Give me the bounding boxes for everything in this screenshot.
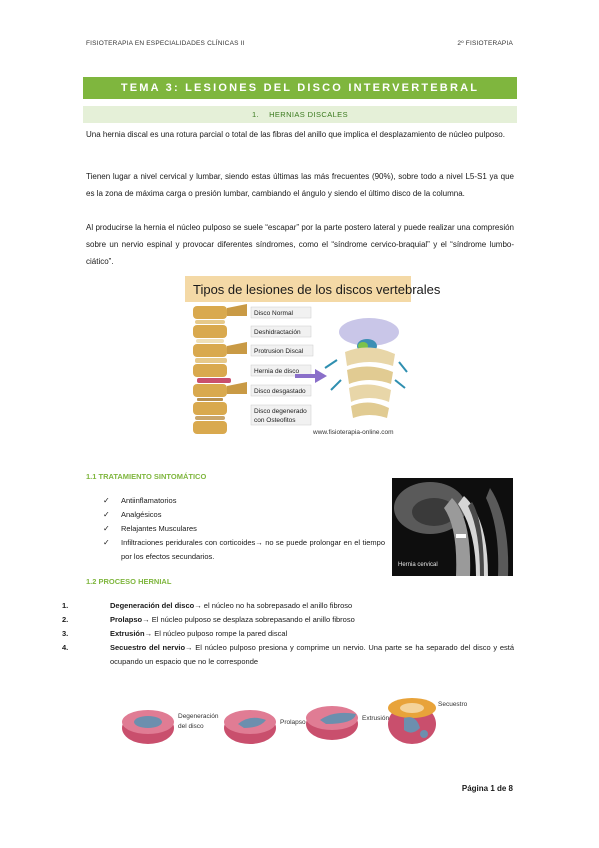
- figure-url: www.fisioterapia-online.com: [313, 429, 394, 436]
- treatment-item-4: ✓ Infiltraciones peridurales con corticoides→ no se puede prolongar en el tiempo por los efectos secundarios.: [103, 538, 385, 561]
- disc-sequestration: [388, 698, 436, 744]
- process-item-1: 1. Degeneración del disco→ el núcleo no ha sobrepasado el anillo fibroso: [62, 601, 353, 610]
- label-protrusion: Protrusion Discal: [254, 348, 304, 355]
- checkmark-icon: ✓: [103, 496, 110, 505]
- label-normal: Disco Normal: [254, 310, 294, 317]
- hernial-process-figure: [120, 684, 488, 754]
- checkmark-icon: ✓: [103, 510, 110, 519]
- checkmark-icon: ✓: [103, 538, 110, 547]
- label-worn: Disco desgastado: [254, 388, 306, 395]
- chapter-title: TEMA 3: LESIONES DEL DISCO INTERVERTEBRAL: [83, 77, 517, 99]
- cervical-hernia-mri: [392, 478, 513, 576]
- disc-lesion-types-figure: [185, 276, 441, 444]
- page-number: Página 1 de 8: [461, 784, 513, 793]
- running-header-left: FISIOTERAPIA EN ESPECIALIDADES CLÍNICAS II: [86, 40, 245, 47]
- svg-text:Degeneración: Degeneración: [178, 713, 219, 720]
- svg-text:Prolapso: Prolapso: [280, 719, 306, 726]
- label-hernia: Hernia de disco: [254, 368, 300, 375]
- mri-caption: Hernia cervical: [398, 562, 438, 568]
- process-item-4: 4. Secuestro del nervio→ El núcleo pulposo presiona y comprime un nervio. Una parte se ha separado del disco y está ocupando un espacio que no le corresponde: [62, 643, 514, 666]
- svg-text:del disco: del disco: [178, 723, 204, 730]
- treatment-item-2: ✓ Analgésicos: [103, 508, 385, 522]
- process-item-2: 2. Prolapso→ El núcleo pulposo se desplaza sobrepasando el anillo fibroso: [62, 615, 355, 624]
- label-dehydration: Deshidractación: [254, 329, 301, 336]
- disc-extrusion: [306, 706, 358, 740]
- paragraph-2: Tienen lugar a nivel cervical y lumbar, siendo estas últimas las más frecuentes (90%), sobre todo a nivel L5-S1 ya que es la zona de máxima carga o presión lumbar, cambiando el ángulo y siendo el último disco de la columna.: [86, 172, 514, 198]
- figure-title: Tipos de lesiones de los discos vertebrales: [193, 282, 441, 297]
- subsection-title-treatment: 1.1 TRATAMIENTO SINTOMÁTICO: [86, 472, 207, 481]
- disc-prolapse: [224, 710, 276, 744]
- paragraph-1: Una hernia discal es una rotura parcial o total de las fibras del anillo que implica el desplazamiento de núcleo pulposo.: [86, 130, 505, 139]
- section-number: 1.: [252, 110, 260, 119]
- section-label: HERNIAS DISCALES: [269, 110, 348, 119]
- section-heading: [83, 106, 517, 123]
- disc-degeneration: [122, 710, 174, 744]
- treatment-item-1: ✓ Antiinflamatorios: [103, 494, 385, 508]
- treatment-item-3: ✓ Relajantes Musculares: [103, 522, 385, 536]
- running-header-right: 2º FISIOTERAPIA: [457, 40, 513, 47]
- checkmark-icon: ✓: [103, 524, 110, 533]
- svg-text:Extrusión: Extrusión: [362, 715, 390, 722]
- svg-text:Secuestro: Secuestro: [438, 701, 468, 708]
- paragraph-3: Al producirse la hernia el núcleo pulposo se suele “escapar” por la parte postero lateral y puede realizar una compresión sobre un nervio espinal y provocar diferentes síndromes, como el “síndrome cervico-braquial” y el “síndrome lumbo-ciático”.: [86, 223, 514, 266]
- subsection-title-process: 1.2 PROCESO HERNIAL: [86, 577, 172, 586]
- process-list: [62, 599, 514, 669]
- process-item-3: 3. Extrusión→ El núcleo pulposo rompe la pared discal: [62, 629, 288, 638]
- label-osteophytes: con Osteofitos: [254, 417, 296, 424]
- label-degenerated: Disco degenerado: [254, 408, 307, 415]
